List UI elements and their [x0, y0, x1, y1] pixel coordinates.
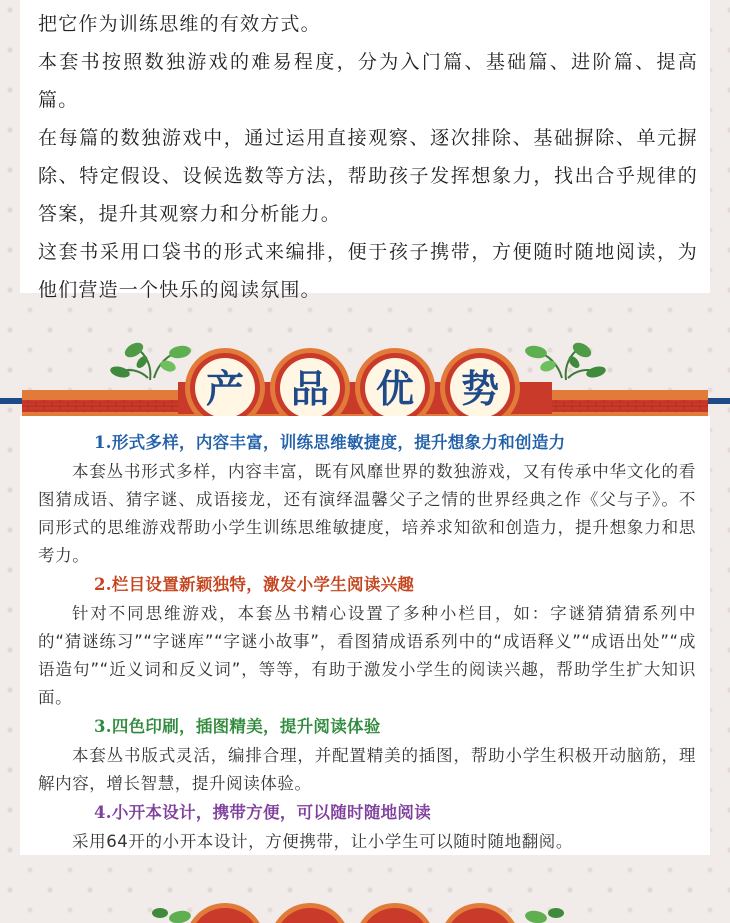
plant-left-icon: [109, 340, 192, 380]
banner-char: 产: [205, 366, 245, 411]
section-banner: [0, 330, 730, 425]
advantage-body: 本套丛书版式灵活，编排合理，并配置精美的插图，帮助小学生积极开动脑筋，理解内容，增长智慧，提升阅读体验。: [38, 746, 696, 793]
plant-left-icon: [152, 908, 192, 923]
banner-char: 势: [460, 366, 500, 411]
advantage-body: 采用64开的小开本设计，方便携带，让小学生可以随时随地翻阅。: [72, 832, 573, 851]
advantage-body: 本套丛书形式多样，内容丰富，既有风靡世界的数独游戏，又有传承中华文化的看图猜成语、猜字谜、成语接龙，还有演绎温馨父子之情的世界经典之作《父与子》。不同形式的思维游戏帮助小学生训练思维敏捷度，培养求知欲和创造力，提升想象力和思考力。: [38, 462, 696, 565]
intro-paragraph: 在每篇的数独游戏中，通过运用直接观察、逐次排除、基础摒除、单元摒除、特定假设、设候选数等方法，帮助孩子发挥想象力，找出合乎规律的答案，提升其观察力和分析能力。: [38, 127, 698, 225]
advantage-heading: 2.栏目设置新颖独特，激发小学生阅读兴趣: [94, 575, 415, 594]
banner-char: 品: [290, 366, 330, 411]
banner-char: 优: [375, 366, 415, 411]
intro-paragraph: 把它作为训练思维的有效方式。: [38, 13, 321, 35]
plant-right-icon: [524, 340, 607, 380]
advantage-body: 针对不同思维游戏，本套丛书精心设置了多种小栏目，如：字谜猜猜猜系列中的“猜谜练习”“字谜库”“字谜小故事”，看图猜成语系列中的“成语释义”“成语出处”“成语造句”“近义词和反义词”，等等，有助于激发小学生的阅读兴趣，帮助学生扩大知识面。: [38, 604, 696, 707]
intro-paragraph: 本套书按照数独游戏的难易程度，分为入门篇、基础篇、进阶篇、提高篇。: [38, 51, 698, 111]
advantages-card: [20, 425, 710, 855]
advantage-heading: 4.小开本设计，携带方便，可以随时随地阅读: [94, 803, 432, 822]
advantage-heading: 3.四色印刷，插图精美，提升阅读体验: [94, 717, 381, 736]
next-section-banner: [0, 903, 730, 923]
advantage-heading: 1.形式多样，内容丰富，训练思维敏捷度，提升想象力和创造力: [94, 433, 566, 452]
plant-right-icon: [524, 908, 564, 923]
intro-card: [20, 0, 710, 301]
intro-paragraph: 这套书采用口袋书的形式来编排，便于孩子携带，方便随时随地阅读，为他们营造一个快乐的阅读氛围。: [38, 241, 698, 301]
